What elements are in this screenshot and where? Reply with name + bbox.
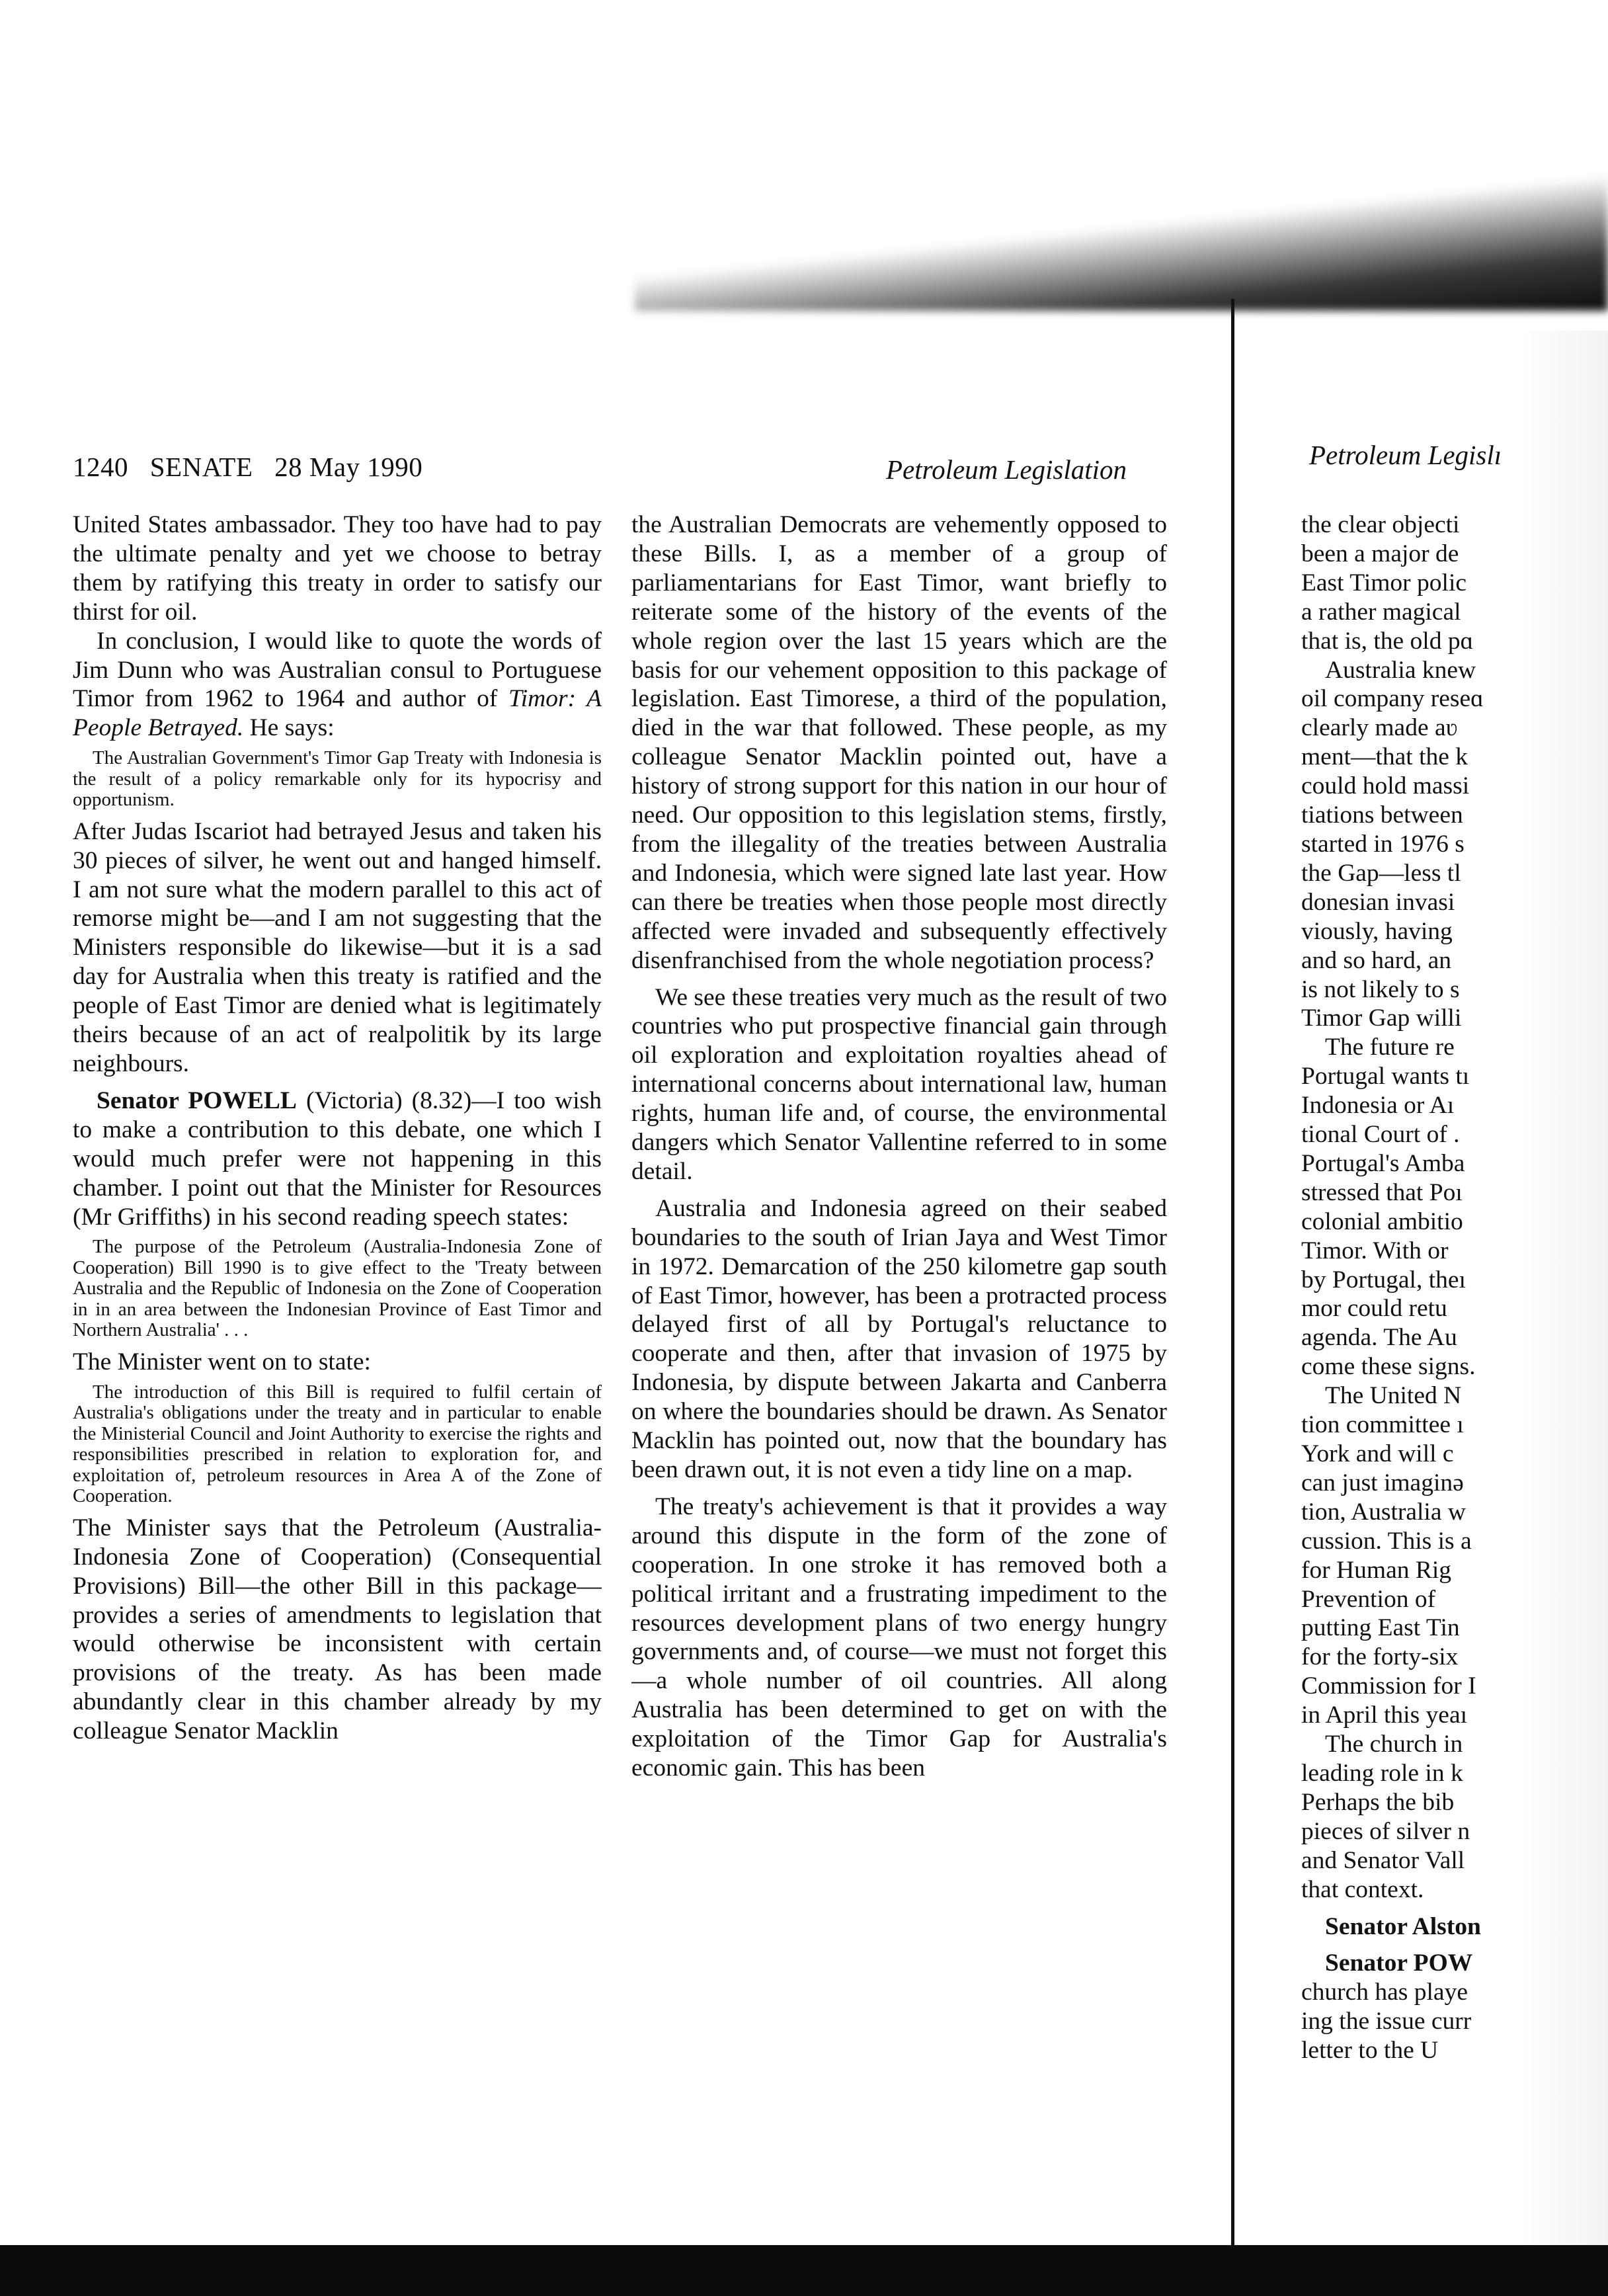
book-title: Timor: A People Betrayed.: [73, 685, 602, 742]
cropped-text-line: tion, Australia w: [1301, 1498, 1466, 1526]
cropped-text-line: tional Court of .: [1301, 1121, 1460, 1149]
cropped-text-line: the Gap—less tl: [1301, 859, 1461, 887]
cropped-text-line: that is, the old pɑ: [1301, 627, 1474, 655]
cropped-text-line: Portugal's Amba: [1301, 1149, 1465, 1177]
cropped-text-line: The United N: [1325, 1382, 1462, 1410]
cropped-text-line: in April this yeaı: [1301, 1702, 1468, 1729]
running-header: [73, 451, 437, 483]
cropped-text-line: oil company reseɑ: [1301, 685, 1484, 713]
cropped-text-line: and so hard, an: [1301, 946, 1452, 974]
cropped-text-line: Commission for I: [1301, 1672, 1476, 1700]
cropped-text-line: a rather magical: [1301, 598, 1461, 626]
paragraph: The Minister says that the Petroleum (Australia-Indonesia Zone of Cooperation) (Consequential Provisions) Bill—the other Bill in this package—provides a series of amendments to legislation that would otherwise be inconsistent with certain provisions of the treaty. As has been made abundantly clear in this chamber already by my colleague Senator Macklin: [73, 1514, 602, 1745]
cropped-text-line: stressed that Poı: [1301, 1178, 1463, 1206]
cropped-text-line: church has playe: [1301, 1979, 1468, 2006]
column-middle: [631, 511, 1167, 2243]
cropped-text-line: Portugal wants tı: [1301, 1063, 1470, 1090]
cropped-text-line: donesian invasi: [1301, 888, 1455, 916]
paragraph: Senator POWELL (Victoria) (8.32)—I too wish to make a contribution to this debate, one which I would much prefer were not happening in this chamber. I point out that the Minister for Resources (Mr Griffiths) in his second reading speech states:: [73, 1086, 602, 1231]
page-fold-line: [1231, 299, 1234, 2256]
scan-shadow-top: [635, 165, 1608, 311]
cropped-text-line: tiations between: [1301, 801, 1463, 829]
cropped-text-line: pieces of silver n: [1301, 1817, 1470, 1845]
cropped-text-line: ing the issue curr: [1301, 2008, 1472, 2035]
column-left: [73, 511, 602, 2243]
scan-shadow-right: [1521, 331, 1608, 2248]
speaker-name: Senator POWELL: [97, 1086, 297, 1114]
paragraph: We see these treaties very much as the result of two countries who put prospective financial gain through oil exploration and exploitation royalties ahead of international concerns about international law, human rights, human life and, of course, the environmental dangers which Senator Vallentine referred to in some detail.: [631, 983, 1167, 1185]
block-quote: The introduction of this Bill is required to fulfil certain of Australia's obligations under the treaty and in particular to enable the Ministerial Council and Joint Authority to exercise the rights and responsibilities prescribed in relation to exploration for, and exploitation of, petroleum resources in Area A of the Zone of Cooperation.: [73, 1381, 602, 1507]
paragraph: After Judas Iscariot had betrayed Jesus and taken his 30 pieces of silver, he went out and hanged himself. I am not sure what the modern parallel to this act of remorse might be—and I am not suggesting that the Ministers responsible do likewise—but it is a sad day for Australia when this treaty is ratified and the people of East Timor are denied what is legitimately theirs because of an act of realpolitik by its large neighbours.: [73, 817, 602, 1077]
scan-shadow-bottom: [0, 2245, 1608, 2296]
cropped-text-line: leading role in k: [1301, 1759, 1463, 1787]
block-quote: The Australian Government's Timor Gap Treaty with Indonesia is the result of a policy remarkable only for its hypocrisy and opportunism.: [73, 747, 602, 811]
cropped-text-line: East Timor polic: [1301, 569, 1467, 596]
cropped-text-line: been a major de: [1301, 540, 1459, 567]
chamber-name: SENATE: [149, 452, 253, 482]
cropped-text-line: Australia knew: [1325, 656, 1476, 684]
cropped-text-line: Timor Gap willi: [1301, 1004, 1462, 1032]
cropped-text-line: clearly made aʋ: [1301, 714, 1458, 742]
cropped-text-line: Indonesia or Aı: [1301, 1092, 1455, 1120]
cropped-text-line: and Senator Vall: [1301, 1846, 1465, 1874]
cropped-text-line: started in 1976 s: [1301, 830, 1465, 858]
cropped-text-line: colonial ambitio: [1301, 1208, 1463, 1235]
cropped-text-line: Prevention of: [1301, 1585, 1436, 1613]
facing-page-section-title: Petroleum Legislı: [1309, 440, 1502, 470]
cropped-text-line: Senator Alston: [1325, 1912, 1481, 1940]
sitting-date: 28 May 1990: [274, 452, 423, 482]
cropped-text-line: can just imaginə: [1301, 1469, 1464, 1496]
cropped-text-line: for the forty-siх: [1301, 1643, 1459, 1671]
cropped-text-line: ment—that the k: [1301, 743, 1468, 771]
paragraph: Australia and Indonesia agreed on their seabed boundaries to the south of Irian Jaya and West Timor in 1972. Demarcation of the 250 kilometre gap south of East Timor, however, has been a protracted process delayed first of all by Portugal's reluctance to cooperate and then, after that invasion of 1975 by Indonesia, by dispute between Jakarta and Canberra on where the boundaries should be drawn. As Senator Macklin has pointed out, now that the boundary has been drawn out, it is not even a tidy line on a map.: [631, 1194, 1167, 1483]
paragraph: The Minister went on to state:: [73, 1348, 371, 1375]
paragraph: The treaty's achievement is that it provides a way around this dispute in the form of the zone of cooperation. In one stroke it has removed both a political irritant and a frustrating impediment to the resources development plans of two energy hungry governments and, of course—we must not forget this—a whole number of oil countries. All along Australia has been determined to get on with the exploitation of the Timor Gap for Australia's economic gain. This has been: [631, 1493, 1167, 1782]
cropped-text-line: mor could retu: [1301, 1295, 1447, 1323]
cropped-text-line: letter to the U: [1301, 2037, 1439, 2065]
paragraph: In conclusion, I would like to quote the words of Jim Dunn who was Australian consul to Portuguese Timor from 1962 to 1964 and author of Timor: A People Betrayed. He says:: [73, 627, 602, 742]
cropped-text-line: York and will c: [1301, 1440, 1454, 1467]
section-title: Petroleum Legislation: [886, 454, 1127, 485]
paragraph: United States ambassador. They too have had to pay the ultimate penalty and yet we choose to betray them by ratifying this treaty in order to satisfy our thirst for oil.: [73, 511, 602, 626]
cropped-text-line: The church in: [1325, 1731, 1463, 1758]
paragraph: the Australian Democrats are vehemently opposed to these Bills. I, as a member of a group of parliamentarians for East Timor, want briefly to reiterate some of the history of the events of the whole region over the last 15 years which are the basis for our vehement opposition to this package of legislation. East Timorese, a third of the population, died in the war that followed. These people, as my colleague Senator Macklin pointed out, have a history of strong support for this nation in our hour of need. Our opposition to this legislation stems, firstly, from the illegality of the treaties between Australia and Indonesia, which were signed late last year. How can there be treaties when those people most directly affected were invaded and subsequently effectively disenfranchised from the whole negotiation process?: [631, 511, 1167, 974]
cropped-text-line: for Human Rig: [1301, 1556, 1452, 1584]
cropped-text-line: the clear objecti: [1301, 511, 1460, 538]
block-quote: The purpose of the Petroleum (Australia-Indonesia Zone of Cooperation) Bill 1990 is to give effect to the 'Treaty between Australia and the Republic of Indonesia on the Zone of Cooperation in in an area between the Indonesian Province of East Timor and Northern Australia' . . .: [73, 1236, 602, 1341]
cropped-text-line: is not likely to s: [1301, 975, 1460, 1003]
cropped-text-line: by Portugal, theı: [1301, 1266, 1466, 1293]
cropped-text-line: come these signs.: [1301, 1353, 1476, 1381]
cropped-text-line: could hold massi: [1301, 772, 1470, 800]
page-number: 1240: [73, 452, 128, 482]
cropped-text-line: The future re: [1325, 1034, 1455, 1061]
cropped-text-line: putting East Tin: [1301, 1614, 1460, 1642]
column-right-cropped: [1301, 511, 1526, 2243]
cropped-text-line: viously, having: [1301, 917, 1453, 945]
cropped-text-line: Timor. With or: [1301, 1237, 1449, 1264]
cropped-text-line: agenda. The Au: [1301, 1324, 1457, 1352]
cropped-text-line: tion committee ı: [1301, 1411, 1464, 1439]
cropped-text-line: that context.: [1301, 1875, 1424, 1903]
cropped-text-line: cussion. This is a: [1301, 1527, 1472, 1555]
cropped-text-line: Perhaps the bib: [1301, 1788, 1455, 1816]
cropped-text-line: Senator POW: [1325, 1949, 1473, 1977]
